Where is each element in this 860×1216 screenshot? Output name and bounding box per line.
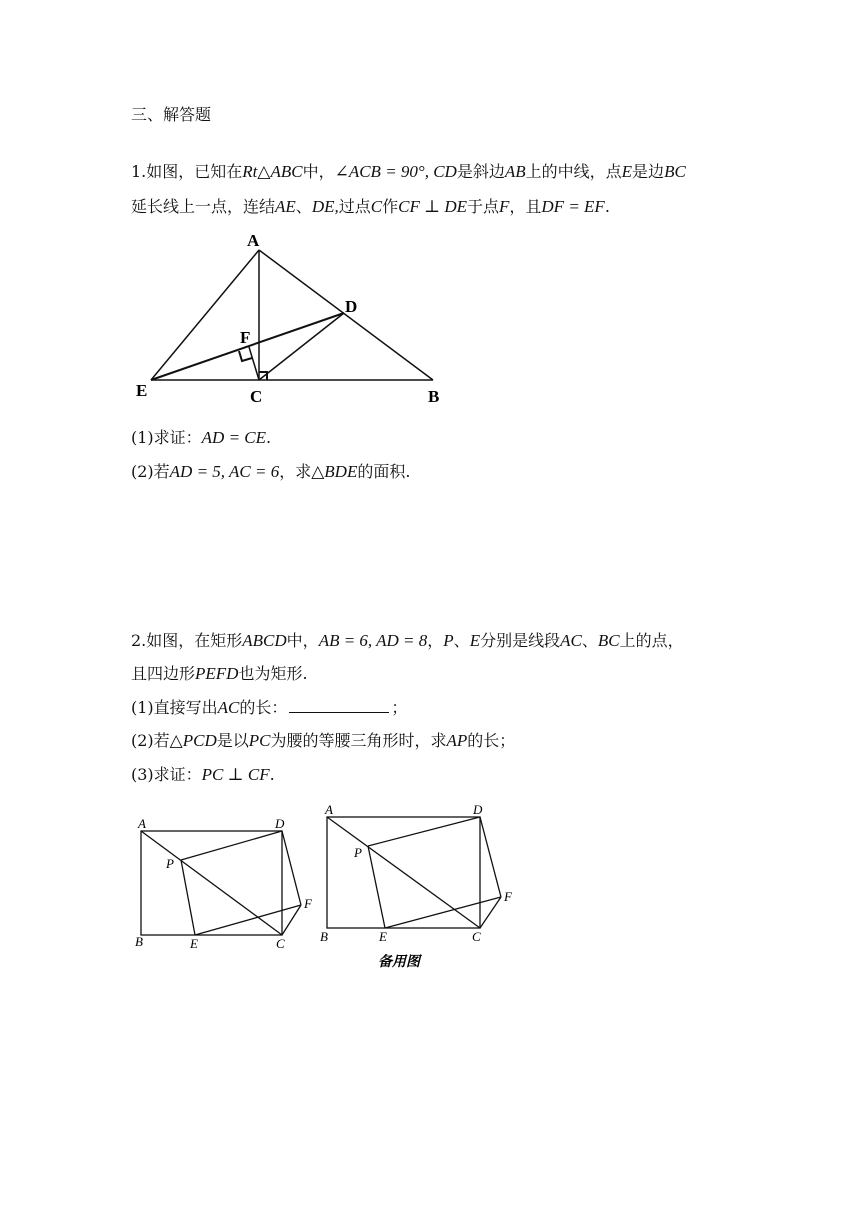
backup-caption: 备用图 [378,954,420,970]
label-C: C [250,387,263,406]
label-E: E [190,936,198,951]
label-B: B [428,387,440,406]
label-A: A [138,816,146,831]
q1-part-1: (1)求证：AD = CE. [131,428,272,447]
q2-part-1: (1)直接写出AC的长： ； [131,698,408,717]
q1-line-2: 延长线上一点，连结AE、DE,过点C作CF ⊥ DE于点F，且DF = EF. [131,197,610,216]
label-D: D [275,816,285,831]
section-title: 三、解答题 [131,105,212,124]
label-P-backup: P [354,845,362,860]
diagonal-AC-backup [327,817,480,928]
segment-PE-backup [368,846,385,928]
label-F-backup: F [504,889,512,904]
q1-line-1: 1.如图，已知在Rt△ABC中，∠ACB = 90°, CD是斜边AB上的中线，点E是边BC [131,162,686,181]
q2-number: 2. [131,631,147,650]
q2-part-3: (3)求证：PC ⊥ CF. [131,765,275,784]
label-B-backup: B [320,929,328,944]
q2-part-2: (2)若△PCD是以PC为腰的等腰三角形时，求AP的长； [131,731,516,750]
label-B: B [135,934,143,949]
q2-line-2: 且四边形PEFD也为矩形. [131,664,308,683]
segment-DF-backup [480,817,501,897]
label-C: C [276,936,285,951]
label-A: A [247,231,260,250]
q2-line-1: 2.如图，在矩形ABCD中，AB = 6, AD = 8，P、E分别是线段AC、BC上的点， [131,631,684,650]
label-F: F [240,328,251,347]
label-C-backup: C [472,929,481,944]
label-P: P [166,856,174,871]
label-E: E [136,381,148,400]
label-D: D [345,297,358,316]
label-F: F [304,896,312,911]
label-D-backup: D [473,802,483,817]
label-A-backup: A [325,802,333,817]
q1-part-2: (2)若AD = 5, AC = 6，求△BDE的面积. [131,462,411,481]
segment-PD-backup [368,817,480,846]
label-E-backup: E [379,929,387,944]
q1-number: 1. [131,162,147,181]
